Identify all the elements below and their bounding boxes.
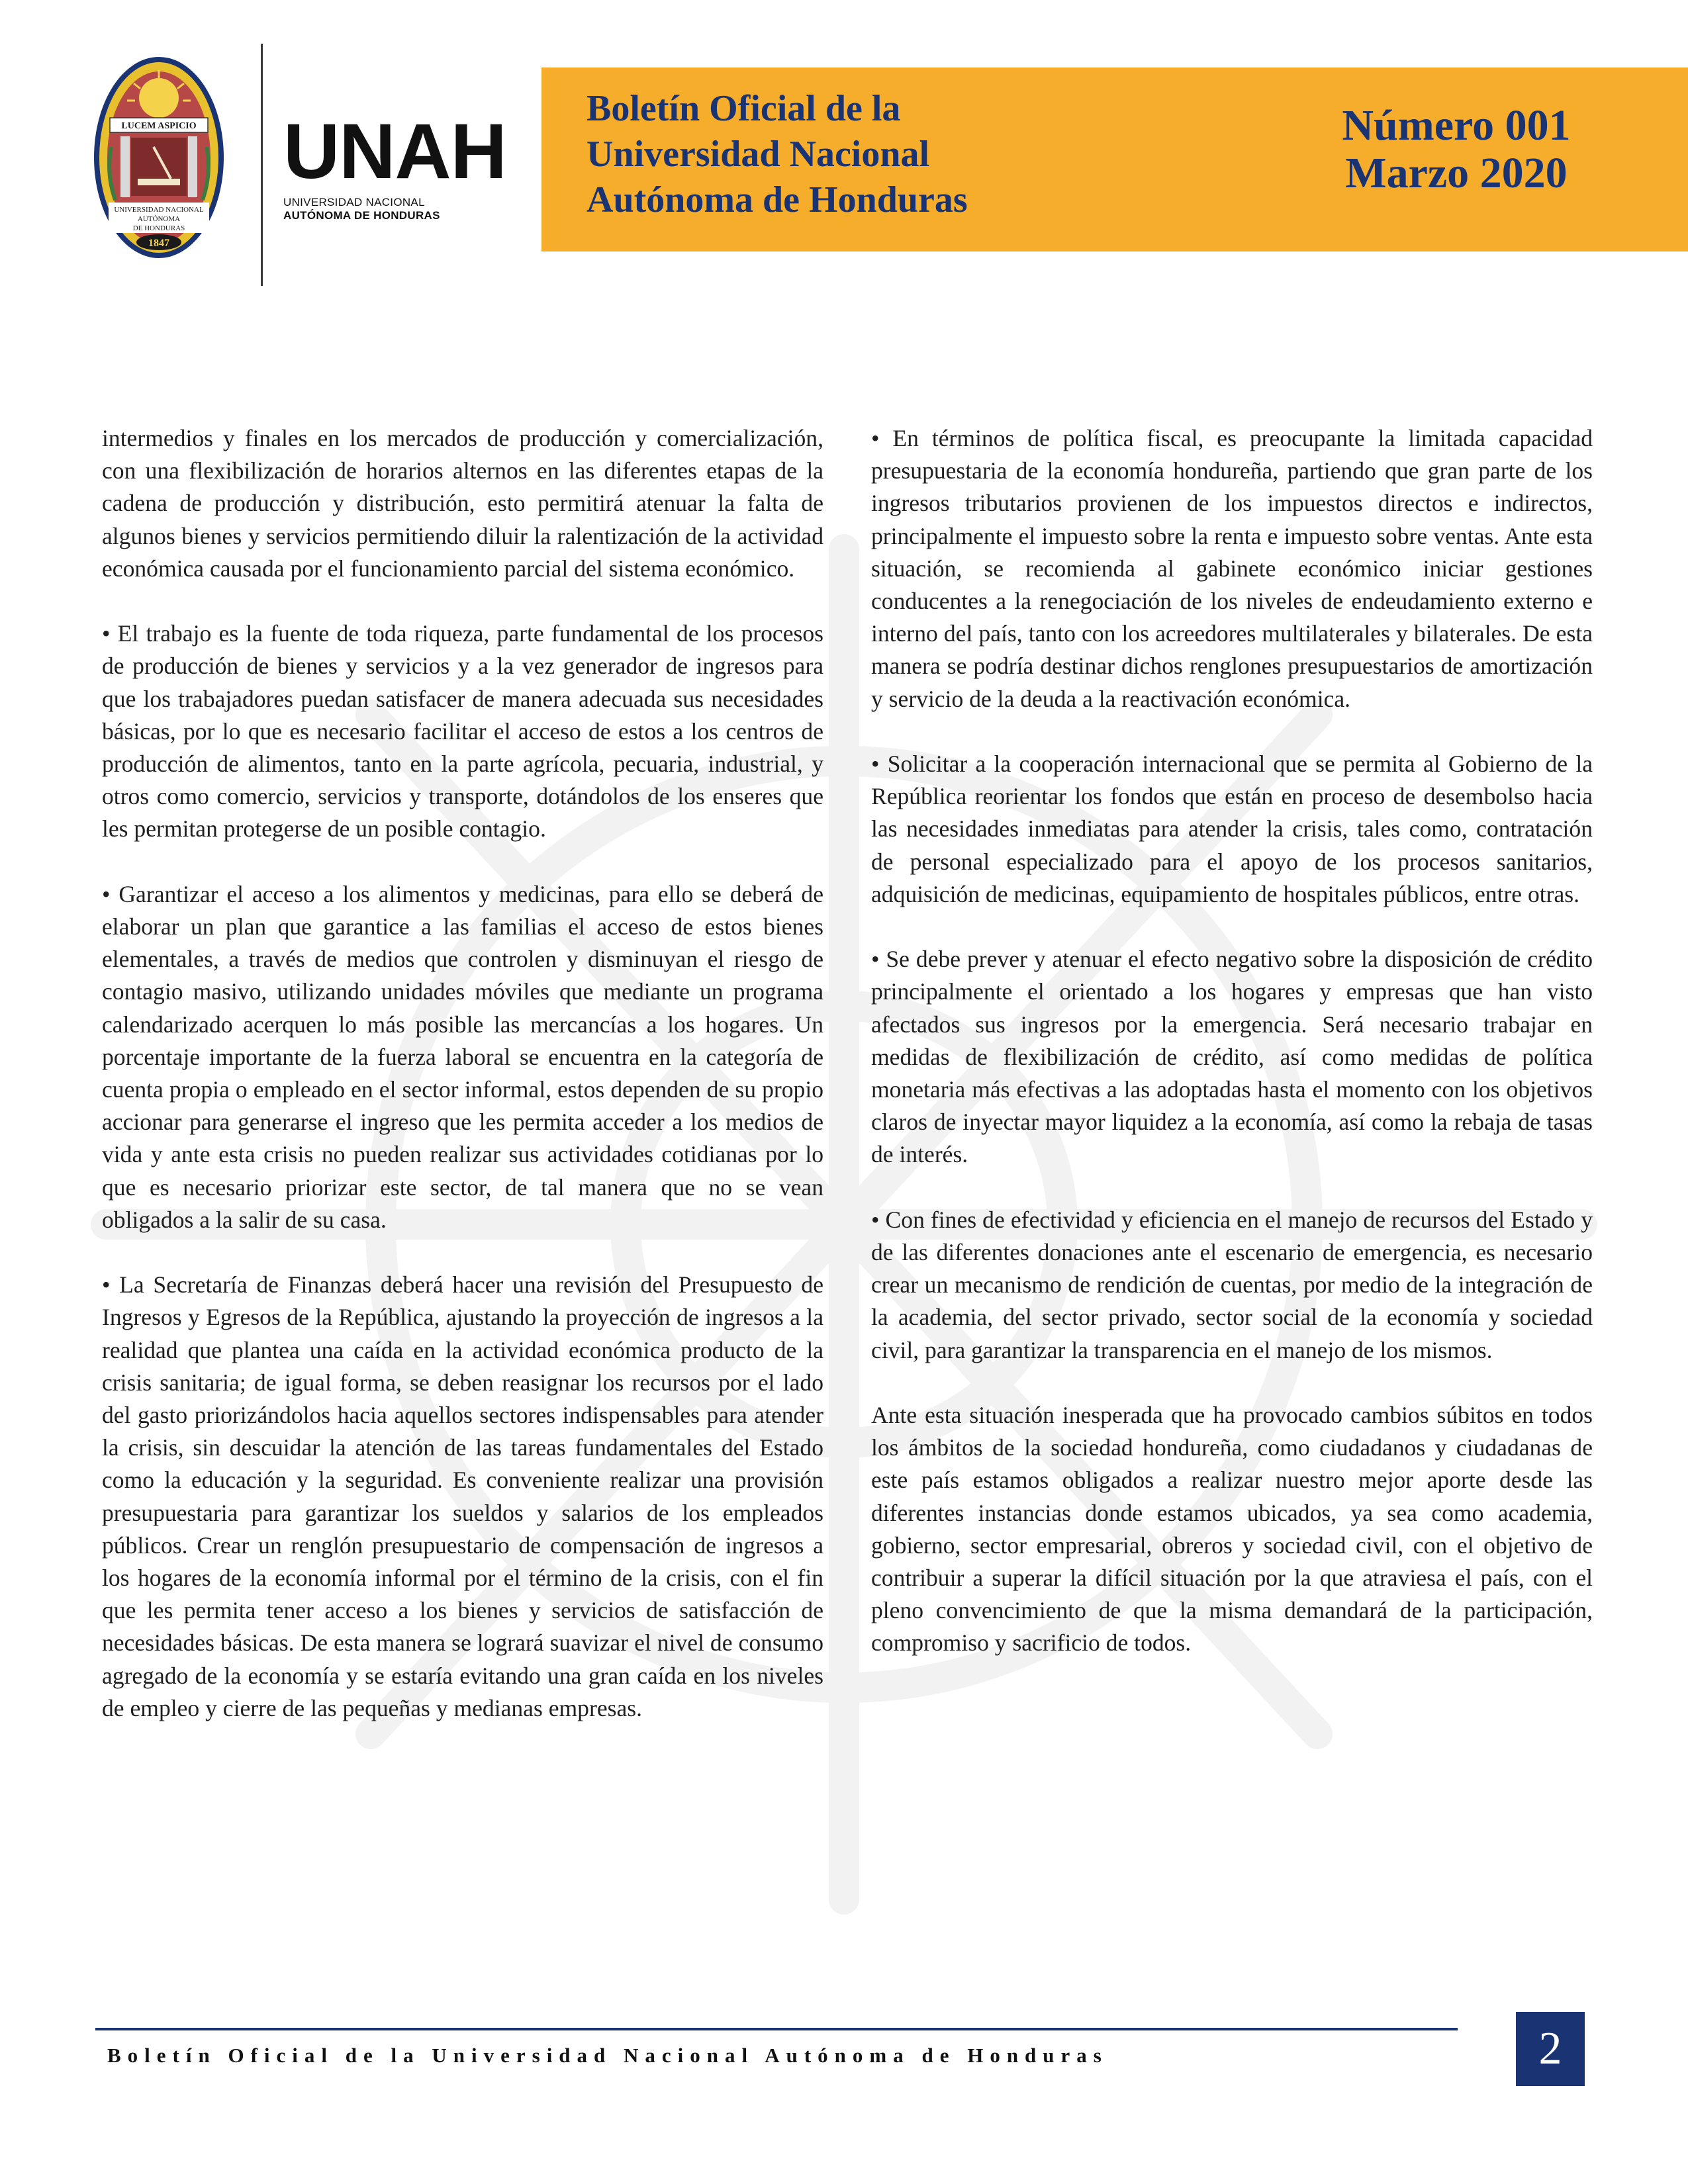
paragraph: • Se debe prever y atenuar el efecto negativo sobre la disposición de crédito principalmente el orientado a los hogares y empresas que han visto afectados sus ingresos por la emergencia. Será necesario trabajar en medidas de flexibilización de crédito, así como medidas de política monetaria más efectivas a las adoptadas hasta el momento con los objetivos claros de inyectar mayor liquidez a la economía, así como la rebaja de tasas de interés. [871, 946, 1593, 1168]
paragraph: • Solicitar a la cooperación internacional que se permita al Gobierno de la República reorientar los fondos que están en proceso de desembolso hacia las necesidades inmediatas para atender la crisis, tales como, contratación de personal especializado para el apoyo de los procesos sanitarios, adquisición de medicinas, equipamiento de hospitales públicos, entre otras. [871, 751, 1593, 907]
seal-year: 1847 [148, 238, 169, 249]
paragraph: • En términos de política fiscal, es preocupante la limitada capacidad presupuestaria de la economía hondureña, partiendo que gran parte de los ingresos tributarios provienen de los impuestos directos e indirectos, principalmente el impuesto sobre la renta e impuesto sobre ventas. Ante esta situación, se recomienda al gabinete económico iniciar gestiones conducentes a la renegociación de los niveles de endeudamiento externo e interno del país, tanto con los acreedores multilaterales y bilaterales. De esta manera se podría destinar dichos renglones presupuestarios de amortización y servicio de la deuda a la reactivación económica. [871, 425, 1593, 712]
issue-date: Marzo 2020 [1345, 149, 1568, 197]
unah-sub-line1: UNIVERSIDAD NACIONAL [283, 196, 425, 208]
paragraph: Ante esta situación inesperada que ha provocado cambios súbitos en todos los ámbitos de la sociedad hondureña, como ciudadanos y ciudadanas de este país estamos obligados a realizar nuestro mejor aporte desde las diferentes instancias donde estamos ubicados, ya sea como academia, gobierno, sector empresarial, obreros y sociedad civil, con el objetivo de contribuir a superar la difícil situación por la que atraviesa el país, con el pleno convencimiento de que la misma demandará de la participación, compromiso y sacrificio de todos. [871, 1402, 1593, 1657]
seal-motto: LUCEM ASPICIO [121, 121, 197, 131]
unah-wordmark [283, 108, 506, 223]
paragraph: • Garantizar el acceso a los alimentos y medicinas, para ello se deberá de elaborar un plan que garantice a las familias el acceso de estos bienes elementales, a través de medios que controlen y disminuyan el riesgo de contagio masivo, utilizando unidades móviles que mediante un programa calendarizado acerquen lo más posible las mercancías a los hogares. Un porcentaje importante de la fuerza laboral se encuentra en la categoría de cuenta propia o empleado en el sector informal, estos dependen de su propio accionar para generarse el ingreso que les permita acceder a los medios de vida y ante esta crisis no pueden realizar sus actividades cotidianas por lo que es necesario priorizar este sector, de tal manera que no se vean obligados a la salir de su casa. [102, 880, 823, 1233]
footer-rule [95, 2028, 1458, 2030]
paragraph: • La Secretaría de Finanzas deberá hacer una revisión del Presupuesto de Ingresos y Egresos de la República, ajustando la proyección de ingresos a la realidad que plantea una caída en la actividad económica producto de la crisis sanitaria; de igual forma, se deben reasignar los recursos por el lado del gasto priorizándolos hacia aquellos sectores indispensables para atender la crisis, sin descuidar la atención de las tareas fundamentales del Estado como la educación y la seguridad. Es conveniente realizar una provisión presupuestaria para garantizar los sueldos y salarios de los empleados públicos. Crear un renglón presupuestario de compensación de ingresos a los hogares de la economía informal por el término de la crisis, con el fin que les permita tener acceso a los bienes y servicios de satisfacción de necesidades básicas. De esta manera se logrará suavizar el nivel de consumo agregado de la economía y se estaría evitando una gran caída en los niveles de empleo y cierre de las pequeñas y medianas empresas. [102, 1271, 823, 1721]
right-column [871, 422, 1593, 1692]
svg-text:AUTÓNOMA: AUTÓNOMA [137, 215, 181, 223]
title-line: Universidad Nacional [586, 134, 930, 175]
page-number: 2 [1516, 2012, 1585, 2086]
left-column [102, 422, 823, 1757]
issue-info [1284, 102, 1628, 197]
unah-wordmark-text: UNAH [283, 108, 506, 195]
unah-wordmark-sub [283, 196, 506, 223]
footer-title: Boletín Oficial de la Universidad Nacional Autónoma de Honduras [107, 2044, 1108, 2067]
publication-title [586, 86, 968, 223]
title-line: Boletín Oficial de la [586, 88, 901, 129]
unah-seal-logo [93, 54, 225, 261]
paragraph: intermedios y finales en los mercados de producción y comercialización, con una flexibilización de horarios alternos en las diferentes etapas de la cadena de producción y distribución, esto permitirá atenuar la falta de algunos bienes y servicios permitiendo diluir la ralentización de la actividad económica causada por el funcionamiento parcial del sistema económico. [102, 425, 823, 582]
issue-number: Número 001 [1342, 101, 1571, 150]
header-divider [261, 44, 263, 286]
unah-sub-line2: AUTÓNOMA DE HONDURAS [283, 209, 440, 222]
svg-text:UNIVERSIDAD NACIONAL: UNIVERSIDAD NACIONAL [114, 206, 204, 214]
paragraph: • Con fines de efectividad y eficiencia en el manejo de recursos del Estado y de las diferentes donaciones ante el escenario de emergencia, es necesario crear un mecanismo de rendición de cuentas, por medio de la integración de la academia, del sector privado, sector social de la economía y sociedad civil, para garantizar la transparencia en el manejo de los mismos. [871, 1206, 1593, 1363]
paragraph: • El trabajo es la fuente de toda riqueza, parte fundamental de los procesos de producción de bienes y servicios y a la vez generador de ingresos para que los trabajadores puedan satisfacer de manera adecuada sus necesidades básicas, por lo que es necesario facilitar el acceso de estos a los centros de producción de alimentos, tanto en la parte agrícola, pecuaria, industrial, y otros como comercio, servicios y transporte, dotándolos de los enseres que les permitan protegerse de un posible contagio. [102, 620, 823, 842]
title-line: Autónoma de Honduras [586, 179, 968, 220]
svg-text:DE HONDURAS: DE HONDURAS [132, 224, 185, 232]
